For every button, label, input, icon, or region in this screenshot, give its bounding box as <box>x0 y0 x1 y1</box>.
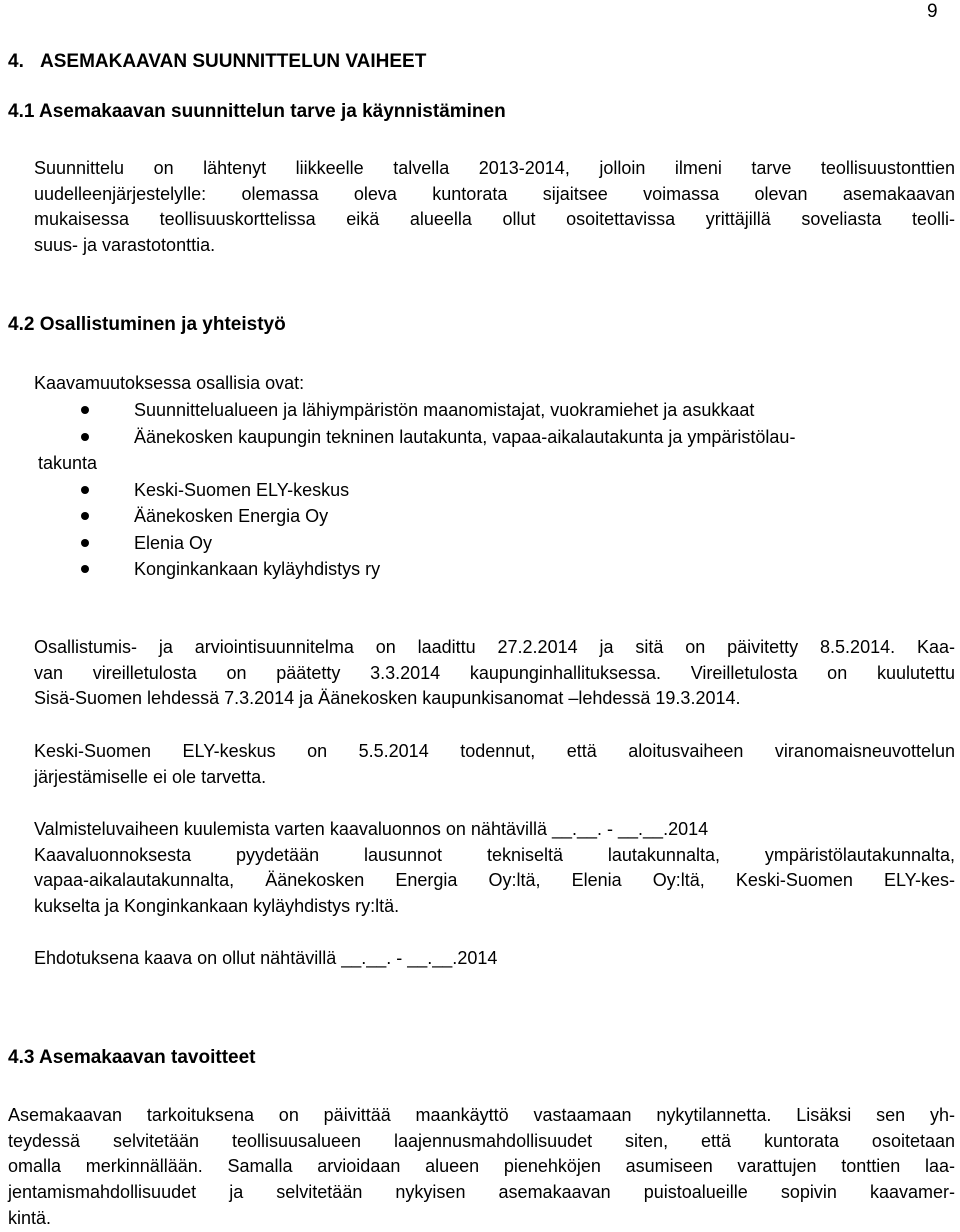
paragraph-line: van vireilletulosta on päätetty 3.3.2014 kaupunginhallituksessa. Vireilletulosta on kuulutettu <box>34 662 955 683</box>
list-item-text: Konginkankaan kyläyhdistys ry <box>134 559 381 579</box>
section-4-1-paragraph <box>34 156 955 259</box>
list-item <box>38 397 953 424</box>
list-item <box>38 530 953 557</box>
bullet-icon <box>81 565 89 573</box>
paragraph-line <box>34 946 955 972</box>
paragraph-line: suus- ja varastotonttia. <box>34 235 216 256</box>
list-item <box>38 556 953 583</box>
participants-list <box>38 397 953 583</box>
ely-statement-paragraph <box>34 739 955 790</box>
paragraph-line: teydessä selvitetään teollisuusalueen laajennusmahdollisuudet siten, että kuntorata osoitetaan <box>8 1130 955 1151</box>
list-item <box>38 477 953 504</box>
section-4-2-heading: 4.2 Osallistuminen ja yhteistyö <box>8 314 286 335</box>
participation-plan-paragraph <box>34 635 955 712</box>
proposal-display-text: Ehdotuksena kaava on ollut nähtävillä <box>34 948 342 968</box>
paragraph-line: vapaa-aikalautakunnalta, Äänekosken Energia Oy:ltä, Elenia Oy:ltä, Keski-Suomen ELY-kes- <box>34 870 955 891</box>
page-number: 9 <box>927 1 938 22</box>
proposal-display-paragraph <box>34 946 955 972</box>
bullet-icon <box>81 539 89 547</box>
paragraph-line: Keski-Suomen ELY-keskus on 5.5.2014 todennut, että aloitusvaiheen viranomaisneuvottelun <box>34 741 955 761</box>
section-4-title: ASEMAKAAVAN SUUNNITTELUN VAIHEET <box>40 51 427 72</box>
paragraph-line: Asemakaavan tarkoituksena on päivittää maankäyttö vastaamaan nykytilannetta. Lisäksi sen yh- <box>8 1105 955 1125</box>
proposal-display-year: 2014 <box>457 948 498 968</box>
participants-intro: Kaavamuutoksessa osallisia ovat: <box>34 373 305 393</box>
paragraph-line: Kaavaluonnoksesta pyydetään lausunnot tekniseltä lautakunnalta, ympäristölautakunnalta, <box>34 844 955 865</box>
section-4-3-paragraph <box>8 1103 955 1232</box>
list-item <box>38 424 953 477</box>
proposal-display-dates: __.__. - __.__. <box>341 948 458 968</box>
list-item-text: Keski-Suomen ELY-keskus <box>134 479 350 500</box>
section-4-3-heading: 4.3 Asemakaavan tavoitteet <box>8 1047 256 1068</box>
paragraph-line: Suunnittelu on lähtenyt liikkeelle talvella 2013-2014, jolloin ilmeni tarve teollisuustonttien <box>34 158 955 178</box>
paragraph-line: mukaisessa teollisuuskorttelissa eikä alueella ollut osoitettavissa yrittäjillä soveliasta teolli- <box>34 209 955 230</box>
list-item-text: Suunnittelualueen ja lähiympäristön maanomistajat, vuokramiehet ja asukkaat <box>134 400 755 420</box>
bullet-icon <box>81 406 89 414</box>
list-item-text: Äänekosken kaupungin tekninen lautakunta, vapaa-aikalautakunta ja ympäristölau- <box>134 426 796 447</box>
paragraph-line: uudelleenjärjestelylle: olemassa oleva kuntorata sijaitsee voimassa olevan asemakaavan <box>34 183 955 204</box>
list-item-text: Äänekosken Energia Oy <box>134 506 329 526</box>
section-4-1-heading: 4.1 Asemakaavan suunnittelun tarve ja käynnistäminen <box>8 101 506 122</box>
draft-display-text: Valmisteluvaiheen kuulemista varten kaavaluonnos on nähtävillä <box>34 819 552 839</box>
paragraph-line: kukselta ja Konginkankaan kyläyhdistys ry:ltä. <box>34 896 400 917</box>
draft-hearing-paragraph <box>34 817 955 920</box>
paragraph-line: järjestämiselle ei ole tarvetta. <box>34 766 267 787</box>
paragraph-line: kintä. <box>8 1207 52 1228</box>
bullet-icon <box>81 486 89 494</box>
bullet-icon <box>81 433 89 441</box>
section-4-heading <box>8 50 426 74</box>
paragraph-line: jentamismahdollisuudet ja selvitetään nykyisen asemakaavan puistoalueille sopivin kaavamer- <box>8 1182 955 1203</box>
bullet-icon <box>81 512 89 520</box>
list-item-text: Elenia Oy <box>134 532 213 553</box>
draft-display-dates: __.__. - __.__. <box>551 819 669 839</box>
paragraph-line: Osallistumis- ja arviointisuunnitelma on laadittu 27.2.2014 ja sitä on päivitetty 8.5.2014. Kaa- <box>34 637 955 657</box>
draft-display-year: 2014 <box>668 819 709 839</box>
paragraph-line: Sisä-Suomen lehdessä 7.3.2014 ja Äänekosken kaupunkisanomat –lehdessä 19.3.2014. <box>34 688 741 709</box>
paragraph-line: omalla merkinnällään. Samalla arvioidaan alueen pienehköjen asumiseen varattujen tonttien laa- <box>8 1156 955 1177</box>
section-4-number: 4. <box>8 51 24 72</box>
list-item <box>38 503 953 530</box>
paragraph-line <box>34 817 955 843</box>
list-item-text-wrap: takunta <box>38 453 98 473</box>
